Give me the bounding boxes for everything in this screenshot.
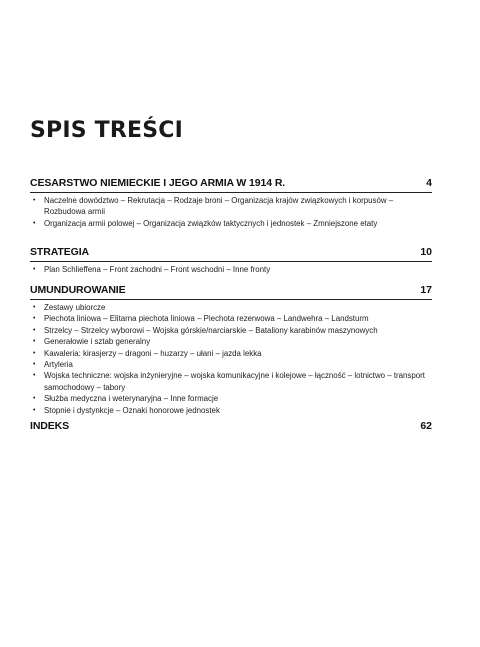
bullet-icon: • — [33, 406, 36, 414]
toc-item: • Zestawy ubiorcze — [33, 303, 106, 312]
toc-section-header[interactable] — [30, 420, 432, 435]
toc-section-header[interactable] — [30, 284, 432, 300]
toc-page-number: 10 — [420, 246, 432, 258]
bullet-icon: • — [33, 315, 36, 323]
bullet-icon: • — [33, 326, 36, 334]
toc-page-number: 4 — [426, 177, 432, 189]
toc-item: • Kawaleria: kirasjerzy – dragoni – huzarzy – ułani – jazda lekka — [33, 348, 262, 358]
page-title: SPIS TREŚCI — [30, 118, 184, 143]
bullet-icon: • — [33, 338, 36, 346]
toc-section — [30, 177, 432, 229]
toc-item: • Służba medyczna i weterynaryjna – Inne formacje — [33, 394, 219, 404]
bullet-icon: • — [33, 361, 36, 369]
toc-section — [30, 246, 432, 275]
toc-section-title: CESARSTWO NIEMIECKIE I JEGO ARMIA W 1914 R. — [30, 177, 286, 189]
toc-page-number: 62 — [420, 420, 432, 432]
bullet-icon: • — [33, 304, 36, 311]
toc-item-list — [30, 262, 432, 275]
toc-item: • Wojska techniczne: wojska inżynieryjne – wojska komunikacyjne i kolejowe – łączność – lotnictwo – transport samochodowy – tabory — [33, 371, 425, 392]
toc-item: • Strzelcy – Strzelcy wyborowi – Wojska górskie/narciarskie – Bataliony karabinów maszynowych — [33, 325, 378, 335]
bullet-icon: • — [33, 197, 36, 204]
toc-item: • Generałowie i sztab generalny — [33, 337, 151, 347]
bullet-icon: • — [33, 349, 36, 357]
toc-section — [30, 284, 432, 416]
toc-section-title: STRATEGIA — [30, 246, 89, 258]
toc-page-number: 17 — [420, 284, 432, 296]
toc-section-header[interactable] — [30, 246, 432, 262]
toc-section — [30, 420, 432, 435]
toc-item-list — [30, 193, 432, 229]
toc-section-title: UMUNDUROWANIE — [30, 284, 126, 296]
bullet-icon: • — [33, 395, 36, 403]
toc-section-header[interactable] — [30, 177, 432, 193]
bullet-icon: • — [33, 219, 36, 227]
toc-section-title: INDEKS — [30, 420, 70, 432]
toc-item-list — [30, 300, 432, 416]
toc-item: • Organizacja armii polowej – Organizacja związków taktycznych i jednostek – Zmniejszone etaty — [33, 218, 378, 228]
bullet-icon: • — [33, 372, 36, 380]
toc-item: • Piechota liniowa – Elitarna piechota liniowa – Piechota rezerwowa – Landwehra – Landsturm — [33, 314, 369, 324]
toc-item: • Stopnie i dystynkcje – Oznaki honorowe jednostek — [33, 405, 220, 415]
toc-item: • Naczelne dowództwo – Rekrutacja – Rodzaje broni – Organizacja krajów związkowych i korpusów – Rozbudowa armii — [33, 196, 394, 217]
toc-item: • Plan Schlieffena – Front zachodni – Front wschodni – Inne fronty — [33, 265, 271, 274]
bullet-icon: • — [33, 266, 36, 273]
toc-item: • Artyleria — [33, 360, 73, 370]
